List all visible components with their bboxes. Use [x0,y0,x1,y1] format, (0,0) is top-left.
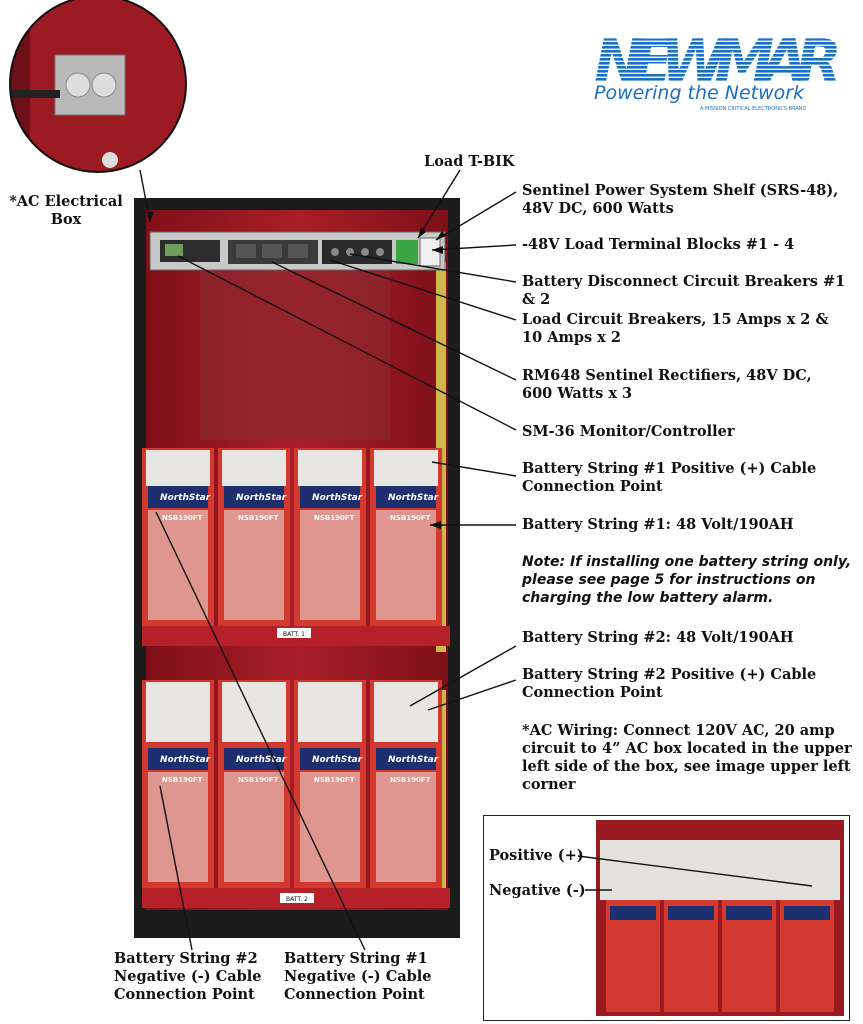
logo-subtagline: A MISSION CRITICAL ELECTRONICS BRAND [700,106,807,112]
logo-tagline: Powering the Network [594,82,805,104]
label-bs2-positive: Battery String #2 Positive (+) Cable Connection Point [522,666,817,701]
label-bs1-positive: Battery String #1 Positive (+) Cable Connection Point [522,460,817,495]
battery-brand-label: NorthStar [160,493,211,503]
battery-brand-label: NorthStar [388,493,439,503]
label-inset-negative: Negative (-) [489,882,586,899]
shelf-tag-1: BATT. 1 [283,631,305,638]
battery-model-label: NSB190FT [314,514,355,522]
battery-brand-label: NorthStar [160,755,211,765]
label-bs1: Battery String #1: 48 Volt/190AH [522,516,794,533]
battery-model-label: NSB190FT [238,776,279,784]
battery-brand-label: NorthStar [312,493,363,503]
label-sentinel-shelf: Sentinel Power System Shelf (SRS-48), 48V DC, 600 Watts [522,182,839,217]
label-rectifiers: RM648 Sentinel Rectifiers, 48V DC, 600 Watts x 3 [522,367,812,402]
label-load-tbik: Load T-BIK [424,153,515,170]
battery-model-label: NSB190FT [390,776,431,784]
label-battery-disconnect: Battery Disconnect Circuit Breakers #1 & 2 [522,273,846,308]
label-inset-positive: Positive (+) [489,847,584,864]
battery-brand-label: NorthStar [236,755,287,765]
battery-model-label: NSB190FT [238,514,279,522]
battery-model-label: NSB190FT [390,514,431,522]
battery-model-label: NSB190FT [162,514,203,522]
shelf-tag-2: BATT. 2 [286,896,308,903]
battery-brand-label: NorthStar [312,755,363,765]
label-bs1-negative: Battery String #1 Negative (-) Cable Connection Point [284,950,432,1003]
logo-wordmark: NEWMAR [594,27,842,97]
battery-brand-label: NorthStar [388,755,439,765]
label-bs2-negative: Battery String #2 Negative (-) Cable Connection Point [114,950,262,1003]
label-load-terminal: -48V Load Terminal Blocks #1 - 4 [522,236,795,253]
label-ac-wiring: *AC Wiring: Connect 120V AC, 20 amp circuit to 4” AC box located in the upper left side of the box, see image upper left corner [522,722,852,793]
battery-model-label: NSB190FT [162,776,203,784]
label-ac-box: *AC Electrical Box [9,193,123,228]
note-single-string: Note: If installing one battery string only, please see page 5 for instructions on charging the low battery alarm. [522,554,852,606]
label-monitor: SM-36 Monitor/Controller [522,423,735,440]
label-load-breakers: Load Circuit Breakers, 15 Amps x 2 & 10 Amps x 2 [522,311,829,346]
battery-brand-label: NorthStar [236,493,287,503]
label-bs2: Battery String #2: 48 Volt/190AH [522,629,794,646]
battery-model-label: NSB190FT [314,776,355,784]
